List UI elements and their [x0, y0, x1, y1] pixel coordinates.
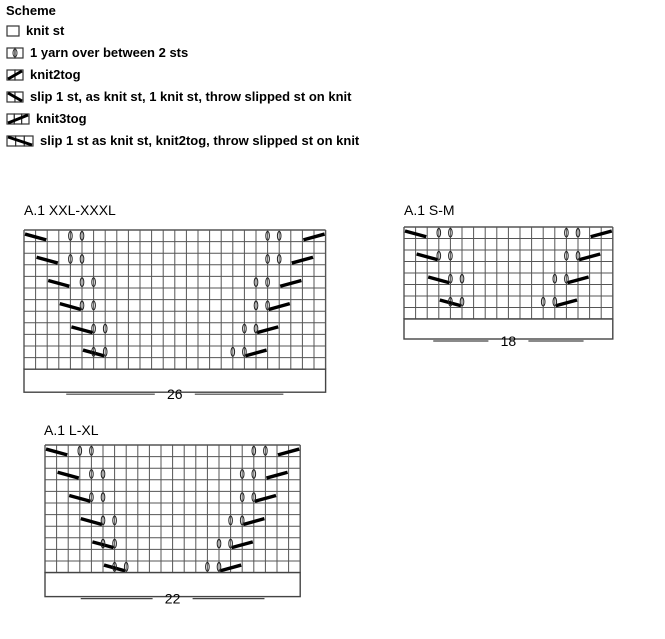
legend-item-knit3tog: [6, 108, 646, 130]
knit-st-icon: [6, 25, 20, 37]
legend-label: slip 1 st, as knit st, 1 knit st, throw slipped st on knit: [30, 89, 352, 104]
stitch-count-label: 18: [500, 333, 517, 349]
legend-list: [6, 20, 646, 152]
scheme-legend: [6, 2, 646, 152]
legend-label: knit2tog: [30, 67, 81, 82]
legend-label: slip 1 st as knit st, knit2tog, throw slipped st on knit: [40, 133, 360, 148]
knitting-chart-xxl-xxxl: [23, 229, 329, 405]
chart-grid: [24, 230, 326, 369]
stitch-count-label: 22: [164, 590, 181, 607]
slip-knit-psso-icon: [6, 91, 24, 103]
legend-label: knit3tog: [36, 111, 87, 126]
yarn-over-icon: [6, 47, 24, 59]
chart-grid: [45, 445, 300, 573]
slip-k2tog-psso-icon: [6, 135, 34, 147]
legend-item-knit-st: [6, 20, 646, 42]
knit2tog-icon: [6, 69, 24, 81]
knit3tog-icon: [6, 113, 30, 125]
legend-item-yarn-over: [6, 42, 646, 64]
legend-label: knit st: [26, 23, 65, 38]
scheme-title: Scheme: [6, 3, 56, 18]
diagram-title-l-xl: A.1 L-XL: [44, 422, 99, 438]
knitting-chart-l-xl: [44, 444, 304, 607]
diagram-title-xxl-xxxl: A.1 XXL-XXXL: [24, 202, 116, 218]
knitting-chart-s-m: [403, 226, 615, 352]
legend-item-slip-knit-psso: [6, 86, 646, 108]
legend-item-knit2tog: [6, 64, 646, 86]
legend-item-slip-k2tog-psso: [6, 130, 646, 152]
chart-grid: [404, 227, 613, 319]
legend-label: 1 yarn over between 2 sts: [30, 45, 189, 60]
diagram-title-s-m: A.1 S-M: [404, 202, 455, 218]
stitch-count-label: 26: [167, 386, 183, 403]
